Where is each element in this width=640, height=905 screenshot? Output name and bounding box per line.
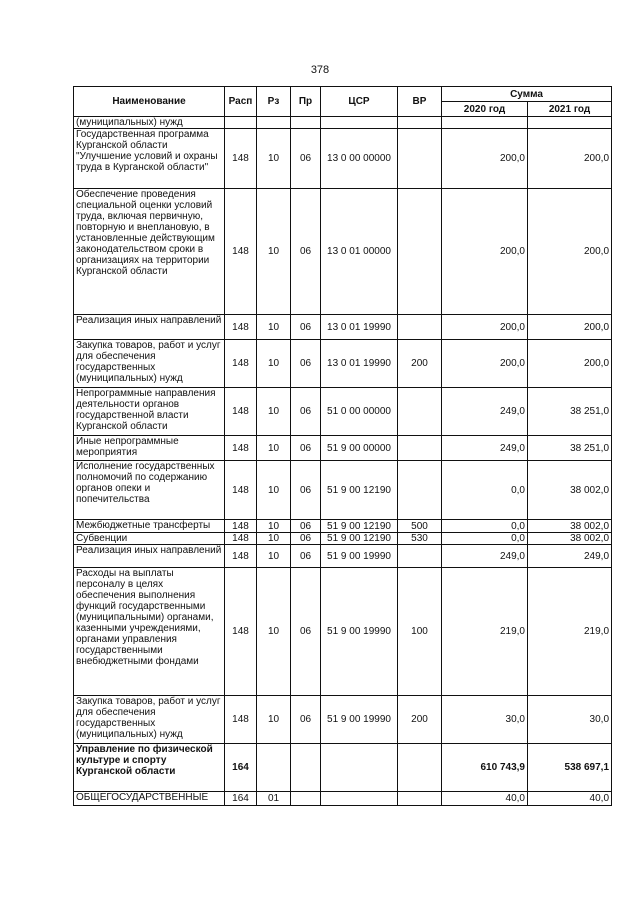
col-header-pr: Пр [291, 87, 321, 117]
cell-pr: 06 [291, 520, 321, 533]
cell-sum-2020: 40,0 [442, 792, 528, 806]
budget-table [73, 86, 612, 806]
cell-sum-2020: 200,0 [442, 189, 528, 315]
cell-sum-2020: 0,0 [442, 520, 528, 533]
cell-rz: 10 [257, 340, 291, 388]
cell-pr: 06 [291, 533, 321, 545]
cell-rasp: 148 [225, 129, 257, 189]
cell-sum-2021: 38 251,0 [528, 388, 612, 436]
cell-sum-2021: 219,0 [528, 568, 612, 696]
cell-csr: 51 0 00 00000 [321, 388, 398, 436]
cell-rasp: 148 [225, 461, 257, 520]
cell-name: ОБЩЕГОСУДАРСТВЕННЫЕ [74, 792, 225, 806]
cell-name: Непрограммные направления деятельности органов государственной власти Курганской области [74, 388, 225, 436]
col-header-sum: Сумма [442, 87, 612, 102]
cell-vr [398, 545, 442, 568]
table-row [74, 520, 612, 533]
cell-sum-2021: 38 002,0 [528, 520, 612, 533]
cell-vr [398, 129, 442, 189]
table-row [74, 792, 612, 806]
cell-rz: 10 [257, 461, 291, 520]
cell-pr: 06 [291, 129, 321, 189]
table-row [74, 545, 612, 568]
cell-pr: 06 [291, 436, 321, 461]
cell-name: Закупка товаров, работ и услуг для обеспечения государственных (муниципальных) нужд [74, 696, 225, 744]
cell-name: Субвенции [74, 533, 225, 545]
cell-sum-2021: 200,0 [528, 315, 612, 340]
cell-rz: 10 [257, 189, 291, 315]
cell-csr: 13 0 00 00000 [321, 129, 398, 189]
header-row [74, 87, 612, 102]
cell-pr: 06 [291, 315, 321, 340]
cell-vr [398, 189, 442, 315]
cell-rasp: 164 [225, 792, 257, 806]
cell-sum-2020: 30,0 [442, 696, 528, 744]
cell-rz [257, 117, 291, 129]
page-number: 378 [310, 64, 330, 76]
cell-sum-2020: 200,0 [442, 129, 528, 189]
cell-vr [398, 461, 442, 520]
cell-pr: 06 [291, 568, 321, 696]
col-header-rz: Рз [257, 87, 291, 117]
cell-sum-2021: 538 697,1 [528, 744, 612, 792]
col-header-2021: 2021 год [528, 102, 612, 117]
table-row [74, 461, 612, 520]
cell-name: Управление по физической культуре и спорту Курганской области [74, 744, 225, 792]
cell-sum-2020: 0,0 [442, 461, 528, 520]
cell-csr [321, 744, 398, 792]
cell-sum-2020: 249,0 [442, 436, 528, 461]
cell-pr: 06 [291, 461, 321, 520]
cell-rz: 01 [257, 792, 291, 806]
cell-rasp: 148 [225, 696, 257, 744]
table-row [74, 568, 612, 696]
col-header-name: Наименование [74, 87, 225, 117]
cell-sum-2021: 200,0 [528, 340, 612, 388]
cell-name: Государственная программа Курганской области "Улучшение условий и охраны труда в Курганской области" [74, 129, 225, 189]
cell-csr [321, 792, 398, 806]
cell-csr: 51 9 00 12190 [321, 533, 398, 545]
cell-pr [291, 792, 321, 806]
cell-vr: 500 [398, 520, 442, 533]
cell-sum-2020: 200,0 [442, 315, 528, 340]
cell-csr: 13 0 01 00000 [321, 189, 398, 315]
cell-csr: 51 9 00 19990 [321, 696, 398, 744]
cell-rz: 10 [257, 315, 291, 340]
cell-sum-2020: 200,0 [442, 340, 528, 388]
table-row [74, 533, 612, 545]
cell-vr [398, 388, 442, 436]
cell-pr: 06 [291, 189, 321, 315]
cell-rasp: 148 [225, 388, 257, 436]
cell-csr: 51 9 00 12190 [321, 520, 398, 533]
cell-vr [398, 744, 442, 792]
cell-rz: 10 [257, 545, 291, 568]
cell-rasp [225, 117, 257, 129]
table-row [74, 744, 612, 792]
cell-rasp: 148 [225, 340, 257, 388]
cell-name: Реализация иных направлений [74, 545, 225, 568]
cell-rz: 10 [257, 129, 291, 189]
cell-vr: 200 [398, 340, 442, 388]
cell-sum-2020: 219,0 [442, 568, 528, 696]
cell-rasp: 148 [225, 533, 257, 545]
col-header-csr: ЦСР [321, 87, 398, 117]
cell-name: Реализация иных направлений [74, 315, 225, 340]
col-header-vr: ВР [398, 87, 442, 117]
cell-vr [398, 117, 442, 129]
cell-rz: 10 [257, 388, 291, 436]
cell-rasp: 148 [225, 189, 257, 315]
cell-vr: 100 [398, 568, 442, 696]
cell-pr: 06 [291, 388, 321, 436]
cell-rz [257, 744, 291, 792]
cell-vr [398, 315, 442, 340]
cell-pr: 06 [291, 340, 321, 388]
cell-name: Обеспечение проведения специальной оценки условий труда, включая первичную, повторную и внеплановую, в установленные действующим законодательством сроки в организациях на территории Курганской области [74, 189, 225, 315]
cell-sum-2020: 0,0 [442, 533, 528, 545]
cell-sum-2021: 249,0 [528, 545, 612, 568]
cell-vr [398, 792, 442, 806]
cell-vr [398, 436, 442, 461]
cell-csr: 51 9 00 19990 [321, 568, 398, 696]
table-row [74, 340, 612, 388]
cell-sum-2020 [442, 117, 528, 129]
cell-sum-2021: 38 002,0 [528, 461, 612, 520]
col-header-rasp: Расп [225, 87, 257, 117]
cell-csr: 13 0 01 19990 [321, 340, 398, 388]
cell-name: Исполнение государственных полномочий по содержанию органов опеки и попечительства [74, 461, 225, 520]
cell-rz: 10 [257, 533, 291, 545]
cell-rasp: 148 [225, 520, 257, 533]
cell-name: Межбюджетные трансферты [74, 520, 225, 533]
cell-sum-2021: 40,0 [528, 792, 612, 806]
cell-sum-2021 [528, 117, 612, 129]
table-row [74, 696, 612, 744]
cell-rasp: 148 [225, 545, 257, 568]
cell-name: Закупка товаров, работ и услуг для обеспечения государственных (муниципальных) нужд [74, 340, 225, 388]
cell-rz: 10 [257, 568, 291, 696]
cell-csr: 51 9 00 19990 [321, 545, 398, 568]
cell-rz: 10 [257, 520, 291, 533]
table-row [74, 129, 612, 189]
cell-rasp: 148 [225, 568, 257, 696]
cell-name: Иные непрограммные мероприятия [74, 436, 225, 461]
table-row [74, 117, 612, 129]
cell-csr: 51 9 00 12190 [321, 461, 398, 520]
cell-pr [291, 744, 321, 792]
cell-rz: 10 [257, 696, 291, 744]
cell-rasp: 164 [225, 744, 257, 792]
cell-name: (муниципальных) нужд [74, 117, 225, 129]
table-row [74, 388, 612, 436]
cell-vr: 200 [398, 696, 442, 744]
cell-sum-2021: 38 251,0 [528, 436, 612, 461]
cell-sum-2020: 610 743,9 [442, 744, 528, 792]
cell-sum-2021: 200,0 [528, 129, 612, 189]
cell-rz: 10 [257, 436, 291, 461]
cell-sum-2021: 200,0 [528, 189, 612, 315]
cell-rasp: 148 [225, 436, 257, 461]
cell-csr: 51 9 00 00000 [321, 436, 398, 461]
table-row [74, 189, 612, 315]
cell-sum-2020: 249,0 [442, 545, 528, 568]
cell-pr [291, 117, 321, 129]
cell-sum-2020: 249,0 [442, 388, 528, 436]
cell-sum-2021: 38 002,0 [528, 533, 612, 545]
cell-pr: 06 [291, 545, 321, 568]
cell-name: Расходы на выплаты персоналу в целях обеспечения выполнения функций государственными (муниципальными) органами, казенными учреждениями, органами управления государственными внебюджетными фондами [74, 568, 225, 696]
cell-vr: 530 [398, 533, 442, 545]
cell-rasp: 148 [225, 315, 257, 340]
cell-sum-2021: 30,0 [528, 696, 612, 744]
cell-pr: 06 [291, 696, 321, 744]
col-header-2020: 2020 год [442, 102, 528, 117]
cell-csr: 13 0 01 19990 [321, 315, 398, 340]
table-row [74, 315, 612, 340]
cell-csr [321, 117, 398, 129]
table-row [74, 436, 612, 461]
